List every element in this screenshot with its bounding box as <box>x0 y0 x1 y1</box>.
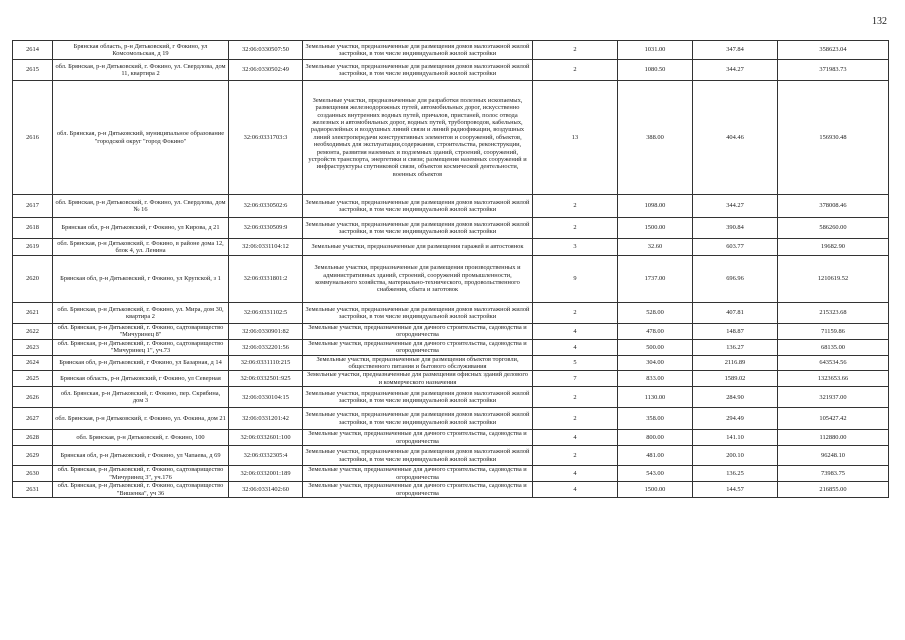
specific-value-cell: 407.81 <box>693 303 778 324</box>
use-group-cell: 2 <box>533 446 618 466</box>
cadastral-number-cell: 32:06:0331801:2 <box>229 256 303 303</box>
table-row <box>13 466 889 482</box>
address-cell: обл. Брянская, р-н Дятьковский, г. Фокино, 100 <box>53 430 229 446</box>
cadastral-value-cell: 371983.73 <box>778 60 889 81</box>
cadastral-number-cell: 32:06:0331104:12 <box>229 239 303 256</box>
cadastral-number-cell: 32:06:0330507:50 <box>229 41 303 60</box>
table-row <box>13 371 889 387</box>
permitted-use-cell: Земельные участки, предназначенные для размещения домов малоэтажной жилой застройки, в том числе индивидуальной жилой застройки <box>303 195 533 218</box>
area-cell: 800.00 <box>618 430 693 446</box>
cadastral-number-cell: 32:06:0330502:49 <box>229 60 303 81</box>
address-cell: обл. Брянская, р-н Дятьковский, г. Фокино, садтоварищество "Мичуринец 8" <box>53 324 229 340</box>
table-row <box>13 81 889 195</box>
use-group-cell: 4 <box>533 466 618 482</box>
cadastral-value-cell: 105427.42 <box>778 408 889 430</box>
table-body <box>13 41 889 498</box>
row-number-cell: 2628 <box>13 430 53 446</box>
cadastral-value-table <box>12 40 889 498</box>
use-group-cell: 9 <box>533 256 618 303</box>
row-number-cell: 2618 <box>13 218 53 239</box>
use-group-cell: 4 <box>533 430 618 446</box>
table-row <box>13 324 889 340</box>
address-cell: Брянская область, р-н Дятьковский, г Фокино, ул Комсомольская, д 19 <box>53 41 229 60</box>
row-number-cell: 2631 <box>13 482 53 498</box>
address-cell: Брянская обл, р-н Дятьковский, г Фокино, ул Чапаева, д 69 <box>53 446 229 466</box>
permitted-use-cell: Земельные участки, предназначенные для размещения офисных зданий делового и коммерческого назначения <box>303 371 533 387</box>
row-number-cell: 2626 <box>13 387 53 408</box>
area-cell: 543.00 <box>618 466 693 482</box>
specific-value-cell: 284.90 <box>693 387 778 408</box>
cadastral-value-cell: 112880.00 <box>778 430 889 446</box>
permitted-use-cell: Земельные участки, предназначенные для размещения домов малоэтажной жилой застройки, в том числе индивидуальной жилой застройки <box>303 408 533 430</box>
table-row <box>13 41 889 60</box>
cadastral-value-cell: 19682.90 <box>778 239 889 256</box>
specific-value-cell: 294.49 <box>693 408 778 430</box>
table-row <box>13 256 889 303</box>
area-cell: 1737.00 <box>618 256 693 303</box>
permitted-use-cell: Земельные участки, предназначенные для размещения производственных и административных зданий, строений, сооружений промышленности, коммунального хозяйства, материально-технического, продовольственного снабжения, сбыта и заготовок <box>303 256 533 303</box>
cadastral-value-cell: 1210619.52 <box>778 256 889 303</box>
row-number-cell: 2617 <box>13 195 53 218</box>
permitted-use-cell: Земельные участки, предназначенные для дачного строительства, садоводства и огородничества <box>303 482 533 498</box>
use-group-cell: 2 <box>533 218 618 239</box>
area-cell: 1031.00 <box>618 41 693 60</box>
address-cell: обл. Брянская, р-н Дятьковский, г. Фокино, садтоварищество "Вишенка", уч 36 <box>53 482 229 498</box>
area-cell: 388.00 <box>618 81 693 195</box>
address-cell: обл. Брянская, р-н Дятьковский, г. Фокино, садтоварищество "Мичуринец 1", уч.73 <box>53 339 229 355</box>
permitted-use-cell: Земельные участки, предназначенные для дачного строительства, садоводства и огородничества <box>303 339 533 355</box>
address-cell: Брянская область, р-н Дятьковский, г Фокино, ул Северная <box>53 371 229 387</box>
address-cell: Брянская обл, р-н Дятьковский, г Фокино, ул Кирова, д 21 <box>53 218 229 239</box>
permitted-use-cell: Земельные участки, предназначенные для размещения гаражей и автостоянок <box>303 239 533 256</box>
area-cell: 304.00 <box>618 355 693 371</box>
permitted-use-cell: Земельные участки, предназначенные для размещения домов малоэтажной жилой застройки, в том числе индивидуальной жилой застройки <box>303 446 533 466</box>
table-row <box>13 303 889 324</box>
area-cell: 481.00 <box>618 446 693 466</box>
address-cell: Брянская обл, р-н Дятьковский, г Фокино, ул Крупской, з 1 <box>53 256 229 303</box>
table-row <box>13 339 889 355</box>
cadastral-number-cell: 32:06:0330104:15 <box>229 387 303 408</box>
table-row <box>13 482 889 498</box>
cadastral-number-cell: 32:06:0330509:9 <box>229 218 303 239</box>
cadastral-number-cell: 32:06:0332305:4 <box>229 446 303 466</box>
row-number-cell: 2629 <box>13 446 53 466</box>
cadastral-value-cell: 586260.00 <box>778 218 889 239</box>
cadastral-number-cell: 32:06:0332001:189 <box>229 466 303 482</box>
use-group-cell: 2 <box>533 41 618 60</box>
area-cell: 358.00 <box>618 408 693 430</box>
permitted-use-cell: Земельные участки, предназначенные для дачного строительства, садоводства и огородничества <box>303 430 533 446</box>
cadastral-value-cell: 71159.86 <box>778 324 889 340</box>
cadastral-number-cell: 32:06:0331703:3 <box>229 81 303 195</box>
use-group-cell: 2 <box>533 60 618 81</box>
specific-value-cell: 144.57 <box>693 482 778 498</box>
specific-value-cell: 344.27 <box>693 195 778 218</box>
use-group-cell: 7 <box>533 371 618 387</box>
area-cell: 478.00 <box>618 324 693 340</box>
cadastral-value-cell: 1323653.66 <box>778 371 889 387</box>
row-number-cell: 2622 <box>13 324 53 340</box>
specific-value-cell: 200.10 <box>693 446 778 466</box>
permitted-use-cell: Земельные участки, предназначенные для размещения домов малоэтажной жилой застройки, в том числе индивидуальной жилой застройки <box>303 303 533 324</box>
use-group-cell: 3 <box>533 239 618 256</box>
row-number-cell: 2616 <box>13 81 53 195</box>
specific-value-cell: 603.77 <box>693 239 778 256</box>
specific-value-cell: 1589.02 <box>693 371 778 387</box>
row-number-cell: 2620 <box>13 256 53 303</box>
cadastral-number-cell: 32:06:0332601:100 <box>229 430 303 446</box>
use-group-cell: 13 <box>533 81 618 195</box>
table-row <box>13 218 889 239</box>
cadastral-number-cell: 32:06:0331402:60 <box>229 482 303 498</box>
area-cell: 1080.50 <box>618 60 693 81</box>
use-group-cell: 2 <box>533 303 618 324</box>
address-cell: обл. Брянская, р-н Дятьковский, г. Фокино, садтоварищество "Мичуринец 3", уч.176 <box>53 466 229 482</box>
specific-value-cell: 347.84 <box>693 41 778 60</box>
cadastral-value-cell: 643534.56 <box>778 355 889 371</box>
area-cell: 1098.00 <box>618 195 693 218</box>
permitted-use-cell: Земельные участки, предназначенные для размещения домов малоэтажной жилой застройки, в том числе индивидуальной жилой застройки <box>303 387 533 408</box>
cadastral-value-cell: 378008.46 <box>778 195 889 218</box>
cadastral-number-cell: 32:06:0332201:56 <box>229 339 303 355</box>
cadastral-value-cell: 215323.68 <box>778 303 889 324</box>
address-cell: обл. Брянская, р-н Дятьковский, г. Фокино, ул. Свердлова, дом 11, квартира 2 <box>53 60 229 81</box>
specific-value-cell: 404.46 <box>693 81 778 195</box>
row-number-cell: 2615 <box>13 60 53 81</box>
area-cell: 528.00 <box>618 303 693 324</box>
cadastral-number-cell: 32:06:0330502:6 <box>229 195 303 218</box>
permitted-use-cell: Земельные участки, предназначенные для дачного строительства, садоводства и огородничества <box>303 466 533 482</box>
row-number-cell: 2623 <box>13 339 53 355</box>
specific-value-cell: 696.96 <box>693 256 778 303</box>
specific-value-cell: 344.27 <box>693 60 778 81</box>
use-group-cell: 5 <box>533 355 618 371</box>
use-group-cell: 4 <box>533 324 618 340</box>
address-cell: обл. Брянская, р-н Дятьковский, г. Фокино, в районе дома 12, блок 4, ул. Ленина <box>53 239 229 256</box>
cadastral-number-cell: 32:06:0330901:82 <box>229 324 303 340</box>
area-cell: 833.00 <box>618 371 693 387</box>
use-group-cell: 2 <box>533 195 618 218</box>
row-number-cell: 2619 <box>13 239 53 256</box>
cadastral-number-cell: 32:06:0331201:42 <box>229 408 303 430</box>
permitted-use-cell: Земельные участки, предназначенные для размещения объектов торговли, общественного питания и бытового обслуживания <box>303 355 533 371</box>
row-number-cell: 2630 <box>13 466 53 482</box>
area-cell: 1130.00 <box>618 387 693 408</box>
page-number: 132 <box>872 16 887 27</box>
table-row <box>13 355 889 371</box>
use-group-cell: 2 <box>533 408 618 430</box>
row-number-cell: 2614 <box>13 41 53 60</box>
use-group-cell: 4 <box>533 339 618 355</box>
table-row <box>13 446 889 466</box>
specific-value-cell: 136.27 <box>693 339 778 355</box>
address-cell: обл. Брянская, р-н Дятьковский, муниципальное образование "городской округ "город Фокино" <box>53 81 229 195</box>
permitted-use-cell: Земельные участки, предназначенные для дачного строительства, садоводства и огородничества <box>303 324 533 340</box>
table-row <box>13 408 889 430</box>
specific-value-cell: 141.10 <box>693 430 778 446</box>
row-number-cell: 2627 <box>13 408 53 430</box>
address-cell: Брянская обл, р-н Дятьковский, г Фокино, ул Базарная, д 14 <box>53 355 229 371</box>
cadastral-value-cell: 73983.75 <box>778 466 889 482</box>
specific-value-cell: 148.87 <box>693 324 778 340</box>
cadastral-value-cell: 216855.00 <box>778 482 889 498</box>
row-number-cell: 2624 <box>13 355 53 371</box>
table-row <box>13 239 889 256</box>
cadastral-value-cell: 68135.00 <box>778 339 889 355</box>
cadastral-number-cell: 32:06:0332501:925 <box>229 371 303 387</box>
permitted-use-cell: Земельные участки, предназначенные для размещения домов малоэтажной жилой застройки, в том числе индивидуальной жилой застройки <box>303 41 533 60</box>
cadastral-value-cell: 156930.48 <box>778 81 889 195</box>
cadastral-number-cell: 32:06:0331102:5 <box>229 303 303 324</box>
table-row <box>13 60 889 81</box>
address-cell: обл. Брянская, р-н Дятьковский, г. Фокино, ул. Мира, дом 30, квартира 2 <box>53 303 229 324</box>
table-row <box>13 195 889 218</box>
table-row <box>13 387 889 408</box>
table-row <box>13 430 889 446</box>
permitted-use-cell: Земельные участки, предназначенные для размещения домов малоэтажной жилой застройки, в том числе индивидуальной жилой застройки <box>303 60 533 81</box>
cadastral-value-cell: 96248.10 <box>778 446 889 466</box>
address-cell: обл. Брянская, р-н Дятьковский, г. Фокино, ул. Свердлова, дом № 16 <box>53 195 229 218</box>
cadastral-value-cell: 358623.04 <box>778 41 889 60</box>
address-cell: обл. Брянская, р-н Дятьковский, г. Фокино, пер. Скрябина, дом 3 <box>53 387 229 408</box>
permitted-use-cell: Земельные участки, предназначенные для разработки полезных ископаемых, размещения железнодорожных путей, автомобильных дорог, искусственно созданных внутренних водных путей, причалов, пристаней, полос отвода железных и автомобильных дорог, водных путей, трубопроводов, кабельных, радиорелейных и воздушных линий связи и линий радиофикации, воздушных линий электропередачи конструктивных элементов и сооружений, объектов, необходимых для эксплуатации,содержания, строительства, реконструкции, ремонта, развития наземных и подземных зданий, строений, сооружений, устройств транспорта, энергетики и связи; размещения наземных сооружений и инфраструктуры спутниковой связи, объектов космической деятельности, военных объектов <box>303 81 533 195</box>
address-cell: обл. Брянская, р-н Дятьковский, г. Фокино, ул. Фокина, дом 21 <box>53 408 229 430</box>
use-group-cell: 4 <box>533 482 618 498</box>
area-cell: 1500.00 <box>618 482 693 498</box>
permitted-use-cell: Земельные участки, предназначенные для размещения домов малоэтажной жилой застройки, в том числе индивидуальной жилой застройки <box>303 218 533 239</box>
cadastral-value-cell: 321937.00 <box>778 387 889 408</box>
row-number-cell: 2625 <box>13 371 53 387</box>
area-cell: 1500.00 <box>618 218 693 239</box>
use-group-cell: 2 <box>533 387 618 408</box>
area-cell: 32.60 <box>618 239 693 256</box>
specific-value-cell: 136.25 <box>693 466 778 482</box>
specific-value-cell: 390.84 <box>693 218 778 239</box>
row-number-cell: 2621 <box>13 303 53 324</box>
cadastral-number-cell: 32:06:0331110:215 <box>229 355 303 371</box>
area-cell: 500.00 <box>618 339 693 355</box>
specific-value-cell: 2116.89 <box>693 355 778 371</box>
